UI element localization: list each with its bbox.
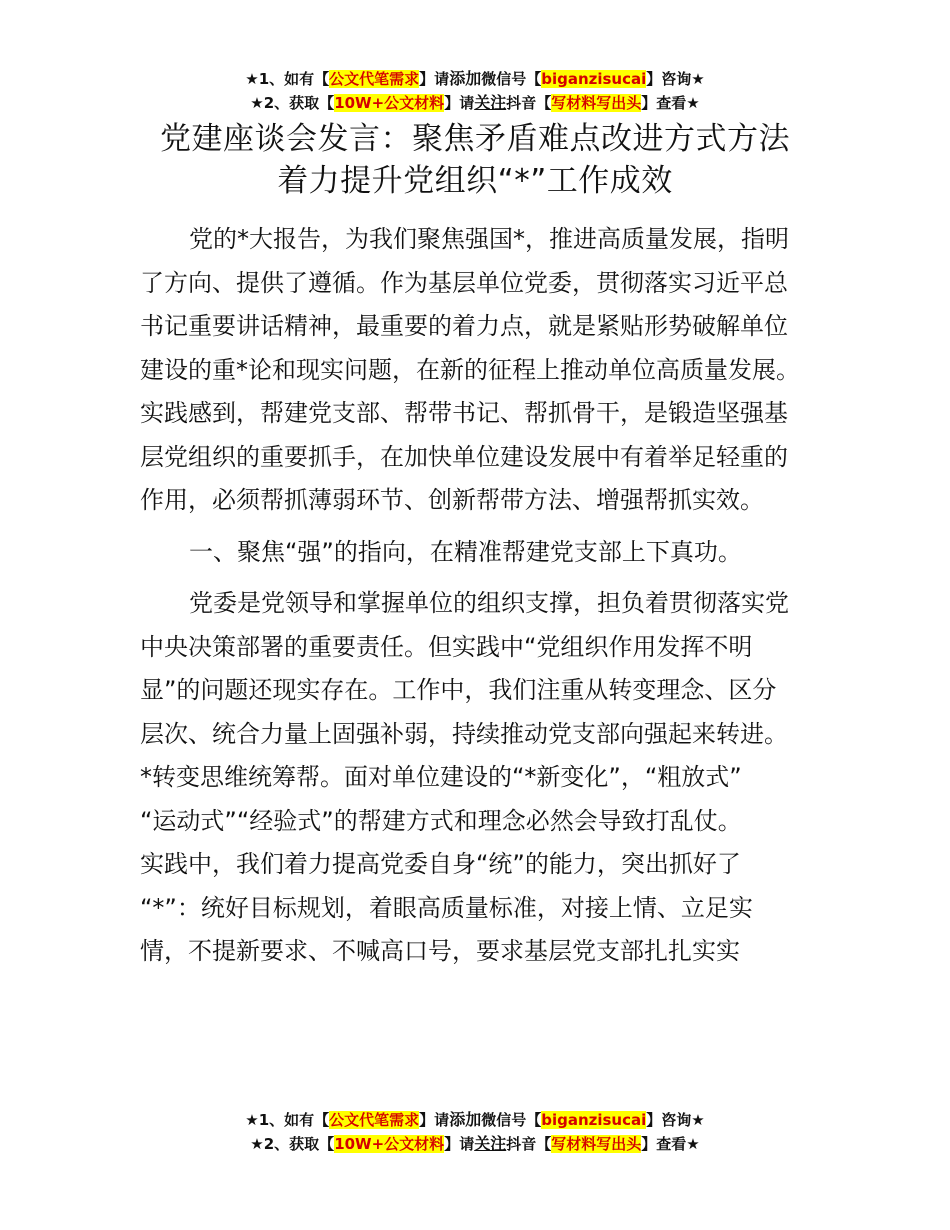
ad-text: ★1、如有【 (245, 1111, 330, 1129)
ad-text: ★1、如有【 (245, 70, 330, 88)
header-ad-banner (0, 67, 950, 115)
ad-text: 】查看★ (641, 94, 700, 112)
text-line: 情，不提新要求、不喊高口号，要求基层党支部扎扎实实 (140, 937, 740, 965)
text-line: 建设的重*论和现实问题，在新的征程上推动单位高质量发展。 (140, 355, 800, 384)
ad-emphasis: 关注 (474, 93, 507, 112)
title-line-2: 着力提升党组织“*”工作成效 (277, 163, 673, 199)
ad-line-2 (0, 91, 950, 115)
ad-highlight-wechat-id: biganzisucai (541, 70, 647, 88)
text-line: 中央决策部署的重要责任。但实践中“党组织作用发挥不明 (140, 632, 753, 661)
ad-text: ★2、获取【 (250, 94, 335, 112)
text-line: 了方向、提供了遵循。作为基层单位党委，贯彻落实习近平总 (140, 268, 788, 297)
ad-text: 】请 (419, 1111, 450, 1129)
ad-text: 】咨询★ (646, 70, 705, 88)
text-line: 实践中，我们着力提高党委自身“统”的能力，突出抓好了 (140, 850, 741, 878)
text-line: 层党组织的重要抓手，在加快单位建设发展中有着举足轻重的 (140, 442, 788, 471)
text-line: “运动式”“经验式”的帮建方式和理念必然会导致打乱仗。 (140, 806, 742, 835)
text-line: 显”的问题还现实存在。工作中，我们注重从转变理念、区分 (140, 676, 777, 704)
paragraph-gap (140, 574, 830, 582)
document-body (140, 218, 830, 974)
ad-emphasis: 添加 (449, 1110, 482, 1129)
ad-text: 抖音【 (506, 94, 552, 112)
text-line: 书记重要讲话精神，最重要的着力点，就是紧贴形势破解单位 (140, 312, 788, 340)
ad-emphasis: 关注 (474, 1134, 507, 1153)
ad-highlight-materials: 10W+公文材料 (334, 1135, 445, 1153)
paragraph-2 (140, 582, 830, 974)
text-line: “*”：统好目标规划，着眼高质量标准，对接上情、立足实 (140, 893, 753, 922)
ad-text: 】请 (444, 1135, 475, 1153)
ad-highlight-materials: 10W+公文材料 (334, 94, 445, 112)
paragraph-gap (140, 523, 830, 531)
ad-highlight-service: 公文代笔需求 (329, 70, 420, 88)
document-title (0, 118, 950, 202)
text-line: *转变思维统筹帮。面对单位建设的“*新变化”，“粗放式” (140, 763, 742, 791)
text-line: 作用，必须帮抓薄弱环节、创新帮带方法、增强帮抓实效。 (140, 486, 764, 514)
ad-text: 】咨询★ (646, 1111, 705, 1129)
text-line: 党的*大报告，为我们聚焦强国*，推进高质量发展，指明 (189, 225, 789, 253)
footer-ad-banner (0, 1108, 950, 1156)
ad-text: 】请 (444, 94, 475, 112)
ad-text: ★2、获取【 (250, 1135, 335, 1153)
ad-highlight-service: 公文代笔需求 (329, 1111, 420, 1129)
ad-line-1 (0, 67, 950, 91)
title-line-1: 党建座谈会发言：聚焦矛盾难点改进方式方法 (160, 121, 790, 157)
ad-highlight-douyin: 写材料写出头 (551, 1135, 642, 1153)
ad-emphasis: 添加 (449, 69, 482, 88)
ad-text: 微信号【 (481, 70, 542, 88)
ad-highlight-douyin: 写材料写出头 (551, 94, 642, 112)
ad-text: 】查看★ (641, 1135, 700, 1153)
text-line: 实践感到，帮建党支部、帮带书记、帮抓骨干，是锻造坚强基 (140, 399, 788, 427)
section-heading-1: 一、聚焦“强”的指向，在精准帮建党支部上下真功。 (189, 537, 742, 566)
text-line: 层次、统合力量上固强补弱，持续推动党支部向强起来转进。 (140, 719, 788, 748)
paragraph-1 (140, 218, 830, 523)
ad-text: 微信号【 (481, 1111, 542, 1129)
ad-highlight-wechat-id: biganzisucai (541, 1111, 647, 1129)
ad-line-2 (0, 1132, 950, 1156)
ad-line-1 (0, 1108, 950, 1132)
text-line: 党委是党领导和掌握单位的组织支撑，担负着贯彻落实党 (189, 589, 789, 617)
ad-text: 】请 (419, 70, 450, 88)
ad-text: 抖音【 (506, 1135, 552, 1153)
